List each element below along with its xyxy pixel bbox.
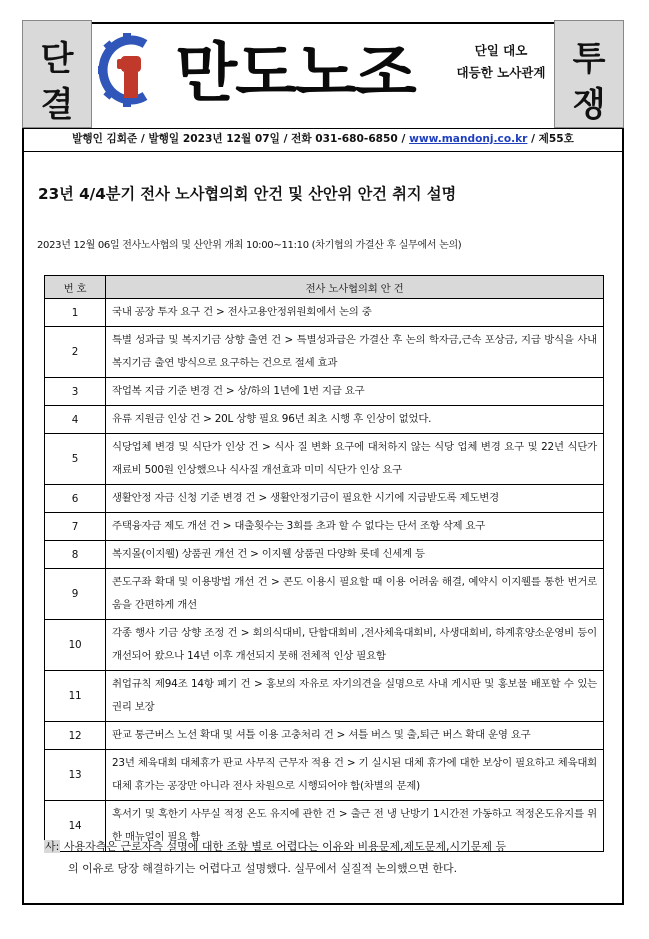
row-number: 9	[45, 569, 106, 620]
issue-number: 제55호	[538, 133, 574, 145]
row-agenda-text: 23년 체육대회 대체휴가 판교 사무직 근무자 적용 건 > 기 실시된 대체 휴가에 대한 보상이 필요하고 체육대회 대체 휴가는 공장만 아니라 전사 차원으로 시행되어야 함(차별의 문제)	[106, 750, 604, 801]
publish-date: 발행일 2023년 12월 07일	[148, 133, 280, 145]
row-number: 7	[45, 513, 106, 541]
table-row	[45, 378, 604, 406]
slogan-line-1: 단일 대오	[474, 43, 528, 58]
table-row	[45, 406, 604, 434]
table-row	[45, 750, 604, 801]
row-agenda-text: 국내 공장 투자 요구 건 > 전사고용안정위원회에서 논의 중	[106, 299, 604, 327]
row-number: 12	[45, 722, 106, 750]
website-link[interactable]: www.mandonj.co.kr	[409, 133, 528, 145]
table-row	[45, 671, 604, 722]
header-agenda: 전사 노사협의회 안 건	[106, 276, 604, 299]
row-agenda-text: 생활안정 자금 신청 기준 변경 건 > 생활안정기금이 필요한 시기에 지급받도록 제도변경	[106, 485, 604, 513]
row-number: 6	[45, 485, 106, 513]
row-number: 11	[45, 671, 106, 722]
phone: 전화 031-680-6850	[291, 133, 398, 145]
row-number: 4	[45, 406, 106, 434]
meeting-info: 2023년 12월 06일 전사노사협의 및 산안위 개최 10:00~11:10 (차기협의 가결산 후 실무에서 논의)	[37, 240, 462, 251]
table-row	[45, 299, 604, 327]
header-number: 번 호	[45, 276, 106, 299]
row-number: 1	[45, 299, 106, 327]
row-agenda-text: 작업복 지급 기준 변경 건 > 상/하의 1년에 1번 지급 요구	[106, 378, 604, 406]
slogan-box	[452, 40, 550, 112]
row-number: 5	[45, 434, 106, 485]
response-label: 사:	[45, 840, 60, 853]
row-agenda-text: 취업규칙 제94조 14항 폐기 건 > 홍보의 자유로 자기의견을 실명으로 사내 게시판 및 홍보물 배포할 수 있는 권리 보장	[106, 671, 604, 722]
right-char-2: 쟁	[572, 85, 606, 125]
left-char-1: 단	[40, 39, 74, 79]
right-char-1: 투	[572, 39, 606, 79]
row-agenda-text: 혹서기 및 혹한기 사무실 적정 온도 유지에 관한 건 > 출근 전 냉 난방기 1시간전 가동하고 적정온도유지를 위한 매뉴얼이 필요 함	[106, 801, 604, 852]
response-line-1: 사용자측은 근로자측 설명에 대한 조항 별로 어렵다는 이유와 비용문제,제도문제,시기문제 등	[63, 840, 507, 853]
row-agenda-text: 복지몰(이지웰) 상품권 개선 건 > 이지웰 상품권 다양화 롯데 신세계 등	[106, 541, 604, 569]
row-number: 3	[45, 378, 106, 406]
row-agenda-text: 유류 지원금 인상 건 > 20L 상향 필요 96년 최초 시행 후 인상이 없었다.	[106, 406, 604, 434]
row-agenda-text: 특별 성과급 및 복지기금 상향 출연 건 > 특별성과급은 가결산 후 논의 학자금,근속 포상금, 지급 방식을 사내복지기금 출연 방식으로 요구하는 건으로 절세 효과	[106, 327, 604, 378]
table-row	[45, 569, 604, 620]
table-row	[45, 541, 604, 569]
response-line-2: 의 이유로 당장 해결하기는 어렵다고 설명했다. 실무에서 실질적 논의했으면 한다.	[68, 862, 458, 875]
article-title: 23년 4/4분기 전사 노사협의회 안건 및 산안위 안건 취지 설명	[38, 185, 457, 203]
table-row	[45, 513, 604, 541]
row-agenda-text: 콘도구좌 확대 및 이용방법 개선 건 > 콘도 이용시 필요할 때 이용 어려움 해결, 예약시 이지웰를 통한 번거로움을 간편하게 개선	[106, 569, 604, 620]
table-header-row	[45, 276, 604, 299]
left-char-2: 결	[40, 85, 74, 125]
row-number: 13	[45, 750, 106, 801]
table-row	[45, 434, 604, 485]
agenda-table-body	[45, 299, 604, 852]
table-row	[45, 620, 604, 671]
masthead-title: 만도노조	[175, 37, 415, 111]
table-row	[45, 722, 604, 750]
table-row	[45, 327, 604, 378]
slogan-block-right	[554, 20, 624, 128]
union-logo-gear-fist-icon	[95, 26, 157, 114]
row-number: 14	[45, 801, 106, 852]
row-number: 8	[45, 541, 106, 569]
row-number: 10	[45, 620, 106, 671]
table-row	[45, 485, 604, 513]
employer-response	[44, 836, 600, 880]
row-agenda-text: 식당업체 변경 및 식단가 인상 건 > 식사 질 변화 요구에 대처하지 않는 식당 업체 변경 요구 및 22년 식단가 재료비 500원 인상했으나 식사질 개선효과 미미 식단가 인상 요구	[106, 434, 604, 485]
slogan-line-2: 대등한 노사관계	[456, 65, 546, 80]
row-agenda-text: 각종 행사 기금 상향 조정 건 > 회의식대비, 단합대회비 ,전사체육대회비, 사생대회비, 하계휴양소운영비 등이 개선되어 왔으나 14년 이후 개선되지 못해 전체적 인상 필요함	[106, 620, 604, 671]
agenda-table	[44, 275, 604, 852]
publication-info-bar: 발행인 김회준 / 발행일 2023년 12월 07일 / 전화 031-680-6850 / www.mandonj.co.kr / 제55호	[22, 128, 624, 152]
row-agenda-text: 주택융자금 제도 개선 건 > 대출횟수는 3회를 초과 할 수 없다는 단서 조항 삭제 요구	[106, 513, 604, 541]
row-agenda-text: 판교 통근버스 노선 확대 및 셔틀 이용 고충처리 건 > 셔틀 버스 및 출,퇴근 버스 확대 운영 요구	[106, 722, 604, 750]
slogan-block-left	[22, 20, 92, 128]
row-number: 2	[45, 327, 106, 378]
publisher: 발행인 김회준	[72, 133, 138, 145]
